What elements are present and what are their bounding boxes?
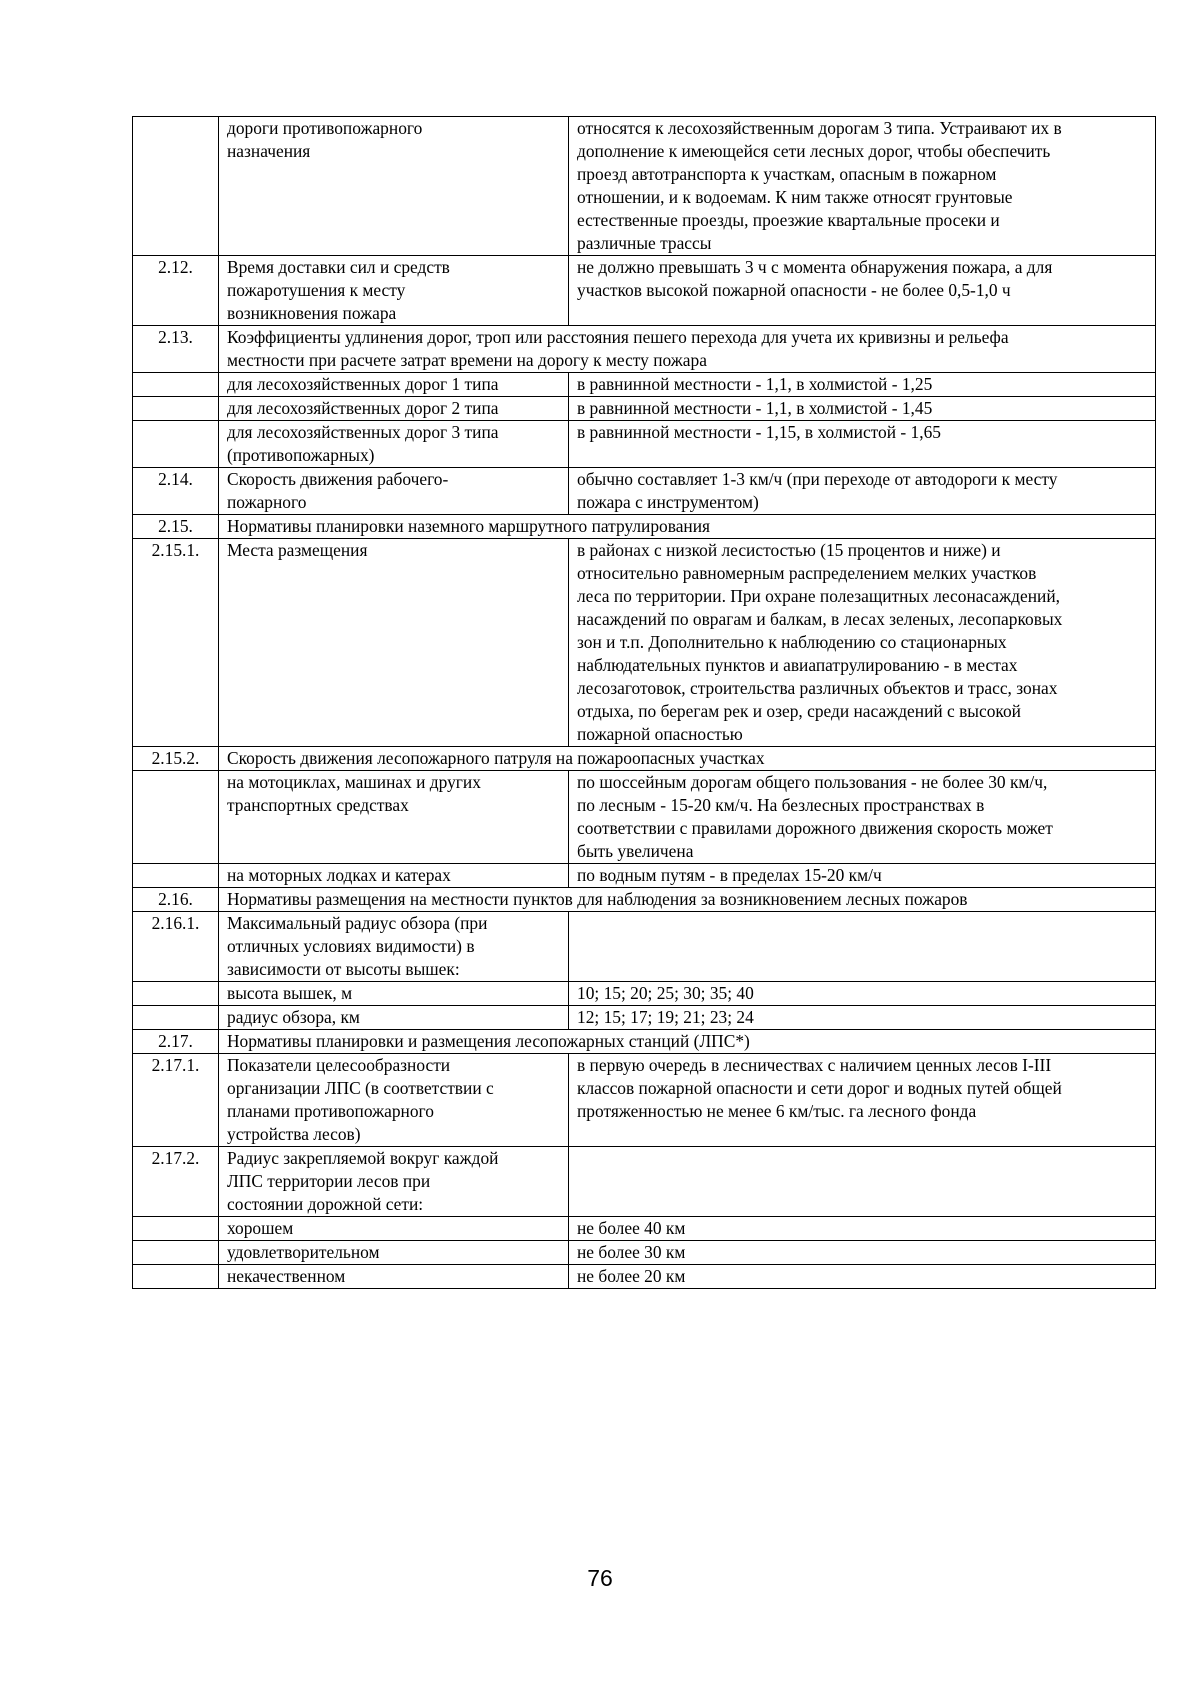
section-heading: Нормативы планировки наземного маршрутного патрулирования bbox=[219, 515, 1156, 539]
row-value bbox=[569, 1147, 1156, 1217]
row-value: относятся к лесохозяйственным дорогам 3 типа. Устраивают их в дополнение к имеющейся сети лесных дорог, чтобы обеспечить проезд автотранспорта к участкам, опасным в пожарном отношении, и к водоемам. К ним также относят грунтовые естественные проезды, проезжие квартальные просеки и различные трассы bbox=[569, 117, 1156, 256]
table-row bbox=[133, 421, 1156, 468]
section-heading: Коэффициенты удлинения дорог, троп или расстояния пешего перехода для учета их кривизны и рельефа местности при расчете затрат времени на дорогу к месту пожара bbox=[219, 326, 1156, 373]
row-label: некачественном bbox=[219, 1265, 569, 1289]
row-label: на мотоциклах, машинах и других транспортных средствах bbox=[219, 771, 569, 864]
table-row bbox=[133, 373, 1156, 397]
section-heading: Нормативы планировки и размещения лесопожарных станций (ЛПС*) bbox=[219, 1030, 1156, 1054]
row-label: Скорость движения рабочего- пожарного bbox=[219, 468, 569, 515]
row-number bbox=[133, 1265, 219, 1289]
row-label: высота вышек, м bbox=[219, 982, 569, 1006]
row-value: в равнинной местности - 1,15, в холмистой - 1,65 bbox=[569, 421, 1156, 468]
row-number: 2.12. bbox=[133, 256, 219, 326]
row-number bbox=[133, 864, 219, 888]
table-row bbox=[133, 1147, 1156, 1217]
row-label: хорошем bbox=[219, 1217, 569, 1241]
row-value: в равнинной местности - 1,1, в холмистой - 1,45 bbox=[569, 397, 1156, 421]
row-label: для лесохозяйственных дорог 2 типа bbox=[219, 397, 569, 421]
row-number bbox=[133, 1241, 219, 1265]
row-value: 10; 15; 20; 25; 30; 35; 40 bbox=[569, 982, 1156, 1006]
row-number bbox=[133, 1217, 219, 1241]
table-row bbox=[133, 864, 1156, 888]
row-label: на моторных лодках и катерах bbox=[219, 864, 569, 888]
table-row bbox=[133, 1030, 1156, 1054]
row-number: 2.15. bbox=[133, 515, 219, 539]
table-row bbox=[133, 747, 1156, 771]
row-value: в равнинной местности - 1,1, в холмистой - 1,25 bbox=[569, 373, 1156, 397]
norms-table bbox=[132, 116, 1156, 1289]
row-value: не более 40 км bbox=[569, 1217, 1156, 1241]
row-number bbox=[133, 397, 219, 421]
row-label: радиус обзора, км bbox=[219, 1006, 569, 1030]
row-number: 2.15.1. bbox=[133, 539, 219, 747]
table-row bbox=[133, 912, 1156, 982]
table-row bbox=[133, 1054, 1156, 1147]
table-row bbox=[133, 468, 1156, 515]
row-number: 2.15.2. bbox=[133, 747, 219, 771]
section-heading: Скорость движения лесопожарного патруля на пожароопасных участках bbox=[219, 747, 1156, 771]
section-heading: Нормативы размещения на местности пунктов для наблюдения за возникновением лесных пожаров bbox=[219, 888, 1156, 912]
row-number bbox=[133, 421, 219, 468]
row-value: по водным путям - в пределах 15-20 км/ч bbox=[569, 864, 1156, 888]
table-row bbox=[133, 982, 1156, 1006]
row-value: не должно превышать 3 ч с момента обнаружения пожара, а для участков высокой пожарной опасности - не более 0,5-1,0 ч bbox=[569, 256, 1156, 326]
row-number: 2.13. bbox=[133, 326, 219, 373]
norms-table-body bbox=[133, 117, 1156, 1289]
row-number bbox=[133, 771, 219, 864]
row-number: 2.16.1. bbox=[133, 912, 219, 982]
table-row bbox=[133, 256, 1156, 326]
table-row bbox=[133, 1006, 1156, 1030]
table-row bbox=[133, 326, 1156, 373]
row-number bbox=[133, 1006, 219, 1030]
row-value: не более 20 км bbox=[569, 1265, 1156, 1289]
page-number: 76 bbox=[587, 1565, 613, 1591]
row-label: Время доставки сил и средств пожаротушения к месту возникновения пожара bbox=[219, 256, 569, 326]
row-value bbox=[569, 912, 1156, 982]
row-label: удовлетворительном bbox=[219, 1241, 569, 1265]
row-value: обычно составляет 1-3 км/ч (при переходе от автодороги к месту пожара с инструментом) bbox=[569, 468, 1156, 515]
row-number: 2.17.2. bbox=[133, 1147, 219, 1217]
table-row bbox=[133, 1265, 1156, 1289]
row-number bbox=[133, 373, 219, 397]
table-row bbox=[133, 539, 1156, 747]
row-value: 12; 15; 17; 19; 21; 23; 24 bbox=[569, 1006, 1156, 1030]
row-number: 2.17. bbox=[133, 1030, 219, 1054]
row-number: 2.17.1. bbox=[133, 1054, 219, 1147]
table-row bbox=[133, 771, 1156, 864]
row-value: в первую очередь в лесничествах с наличием ценных лесов I-III классов пожарной опасности и сети дорог и водных путей общей протяженностью не менее 6 км/тыс. га лесного фонда bbox=[569, 1054, 1156, 1147]
row-number bbox=[133, 117, 219, 256]
row-label: для лесохозяйственных дорог 3 типа (противопожарных) bbox=[219, 421, 569, 468]
row-value: не более 30 км bbox=[569, 1241, 1156, 1265]
table-row bbox=[133, 515, 1156, 539]
row-number bbox=[133, 982, 219, 1006]
row-value: по шоссейным дорогам общего пользования - не более 30 км/ч, по лесным - 15-20 км/ч. На безлесных пространствах в соответствии с правилами дорожного движения скорость может быть увеличена bbox=[569, 771, 1156, 864]
row-label: Показатели целесообразности организации ЛПС (в соответствии с планами противопожарного устройства лесов) bbox=[219, 1054, 569, 1147]
table-row bbox=[133, 1241, 1156, 1265]
row-label: Места размещения bbox=[219, 539, 569, 747]
table-row bbox=[133, 117, 1156, 256]
row-number: 2.16. bbox=[133, 888, 219, 912]
row-label: дороги противопожарного назначения bbox=[219, 117, 569, 256]
row-number: 2.14. bbox=[133, 468, 219, 515]
table-row bbox=[133, 888, 1156, 912]
row-value: в районах с низкой лесистостью (15 процентов и ниже) и относительно равномерным распределением мелких участков леса по территории. При охране полезащитных лесонасаждений, насаждений по оврагам и балкам, в лесах зеленых, лесопарковых зон и т.п. Дополнительно к наблюдению со стационарных наблюдательных пунктов и авиапатрулированию - в местах лесозаготовок, строительства различных объектов и трасс, зонах отдыха, по берегам рек и озер, среди насаждений с высокой пожарной опасностью bbox=[569, 539, 1156, 747]
row-label: Максимальный радиус обзора (при отличных условиях видимости) в зависимости от высоты вышек: bbox=[219, 912, 569, 982]
table-row bbox=[133, 1217, 1156, 1241]
row-label: для лесохозяйственных дорог 1 типа bbox=[219, 373, 569, 397]
table-row bbox=[133, 397, 1156, 421]
row-label: Радиус закрепляемой вокруг каждой ЛПС территории лесов при состоянии дорожной сети: bbox=[219, 1147, 569, 1217]
